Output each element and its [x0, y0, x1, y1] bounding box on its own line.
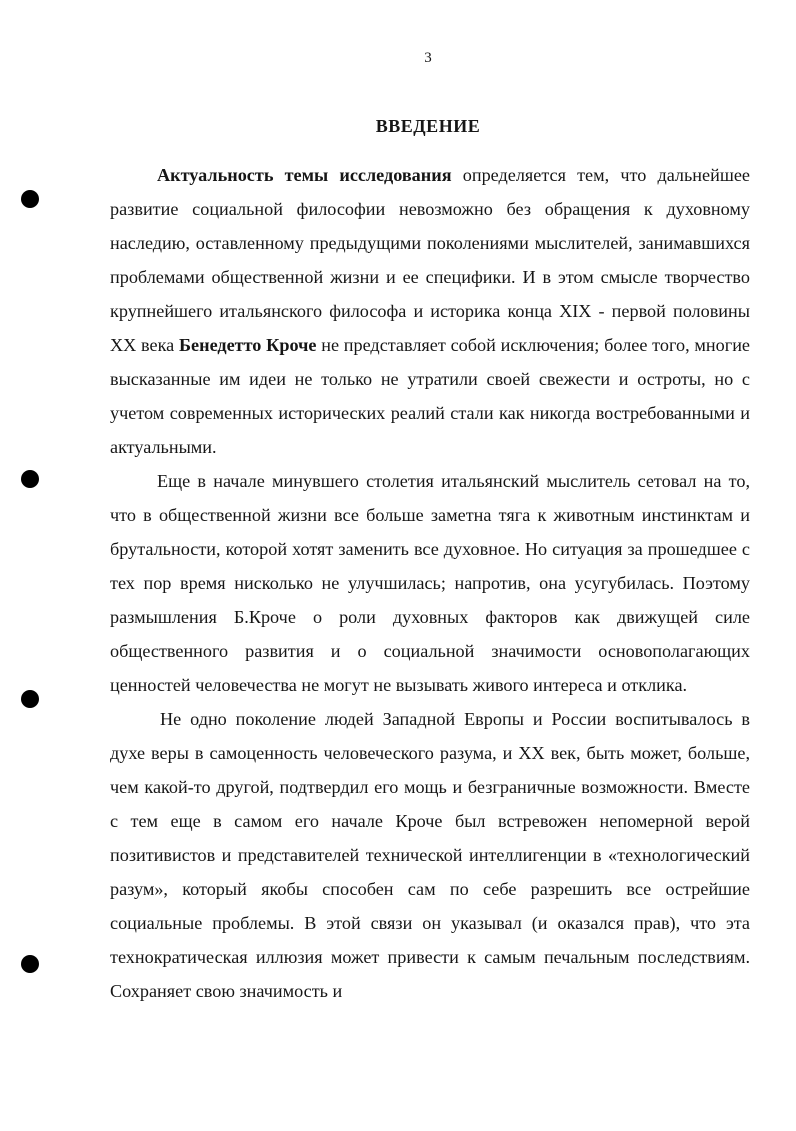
page-number: 3 [424, 50, 432, 66]
paragraph-2: Еще в начале минувшего столетия итальянский мыслитель сетовал на то, что в общественной жизни все больше заметна тяга к животным инстинктам и брутальности, которой хотят заменить все духовное. Но ситуация за прошедшее с тех пор время нисколько не улучшилась; напротив, она усугубилась. Поэтому размышления Б.Кроче о роли духовных факторов как движущей силе общественного развития и о социальной значимости основополагающих ценностей человечества не могут не вызывать живого интереса и отклика. [110, 471, 750, 695]
paragraph-relevance [110, 158, 750, 464]
punch-hole-1 [21, 190, 39, 208]
paragraph-3: Не одно поколение людей Западной Европы и России воспитывалось в духе веры в самоценность человеческого разума, и XX век, быть может, больше, чем какой-то другой, подтвердил его мощь и безграничные возможности. Вместе с тем еще в самом его начале Кроче был встревожен непомерной верой позитивистов и представителей технической интеллигенции в «технологический разум», который якобы способен сам по себе разрешить все острейшие социальные проблемы. В этой связи он указывал (и оказался прав), что эта технократическая иллюзия может привести к самым печальным последствиям. Сохраняет свою значимость и [110, 709, 750, 1001]
punch-hole-2 [21, 470, 39, 488]
section-heading: ВВЕДЕНИЕ [375, 116, 481, 136]
relevance-text-2: не представляет собой исключения; более того, многие высказанные им идеи не только не утратили своей свежести и остроты, но с учетом современных исторических реалий стали как никогда востребованными и актуальными. [110, 335, 750, 457]
author-name: Бенедетто Кроче [179, 335, 317, 355]
relevance-text-1: определяется тем, что дальнейшее развитие социальной философии невозможно без обращения к духовному наследию, оставленному предыдущими поколениями мыслителей, занимавшихся проблемами общественной жизни и ее специфики. И в этом смысле творчество крупнейшего итальянского философа и историка конца XIX - первой половины XX века [110, 165, 750, 355]
punch-hole-4 [21, 955, 39, 973]
document-body [110, 158, 750, 1008]
relevance-lead: Актуальность темы исследования [157, 165, 452, 185]
punch-hole-3 [21, 690, 39, 708]
